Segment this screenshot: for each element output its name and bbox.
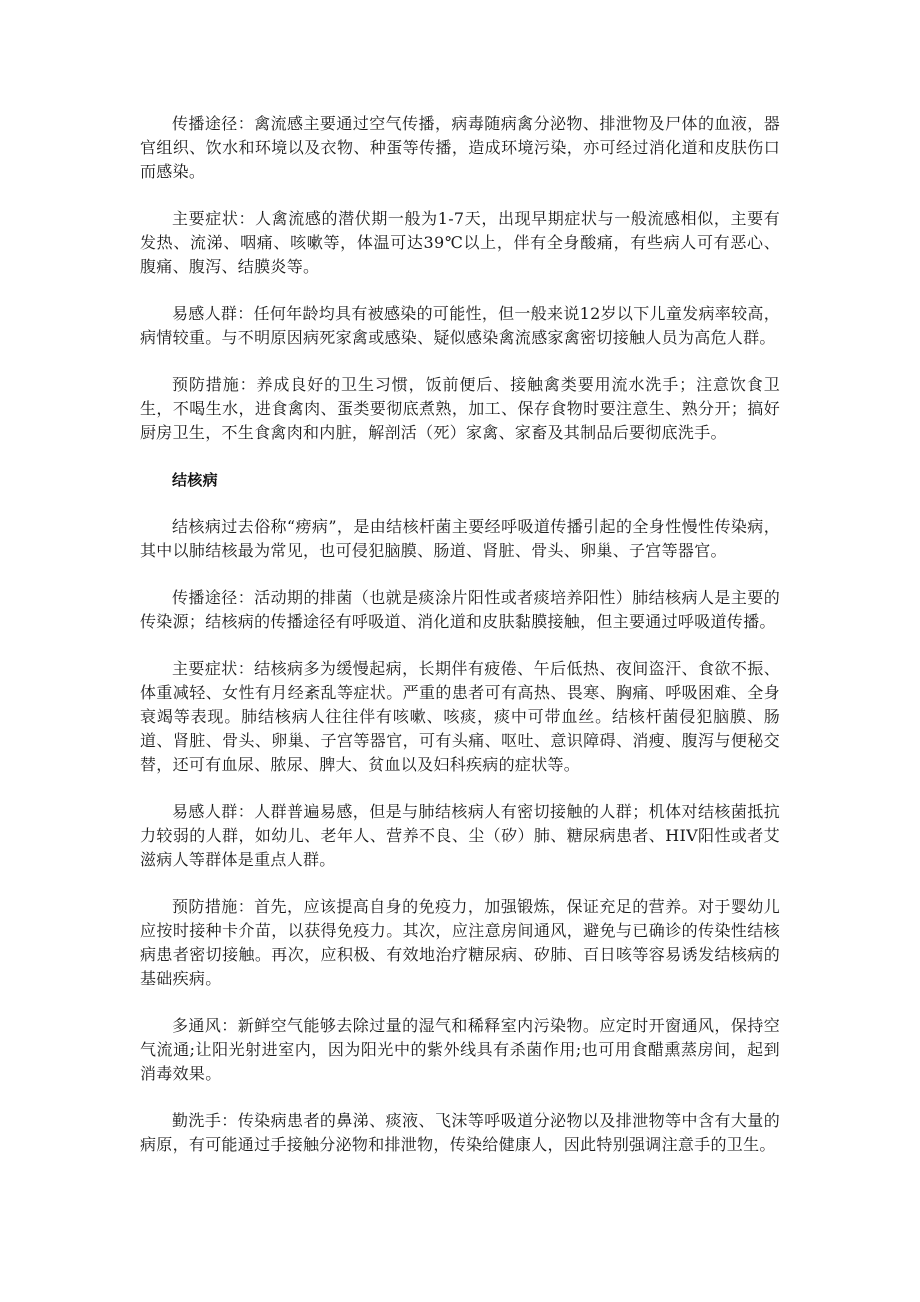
paragraph-bird-flu-transmission: 传播途径：禽流感主要通过空气传播，病毒随病禽分泌物、排泄物及尸体的血液，器官组织、饮水和环境以及衣物、种蛋等传播，造成环境污染，亦可经过消化道和皮肤伤口而感染。 xyxy=(140,114,780,181)
document-body xyxy=(140,112,780,1180)
paragraph-handwashing: 勤洗手：传染病患者的鼻涕、痰液、飞沫等呼吸道分泌物以及排泄物等中含有大量的病原，有可能通过手接触分泌物和排泄物，传染给健康人，因此特别强调注意手的卫生。 xyxy=(140,1111,780,1154)
paragraph-tb-symptoms: 主要症状：结核病多为缓慢起病，长期伴有疲倦、午后低热、夜间盗汗、食欲不振、体重减轻、女性有月经紊乱等症状。严重的患者可有高热、畏寒、胸痛、呼吸困难、全身衰竭等表现。肺结核病人往往伴有咳嗽、咳痰，痰中可带血丝。结核杆菌侵犯脑膜、肠道、肾脏、骨头、卵巢、子宫等器官，可有头痛、呕吐、意识障碍、消瘦、腹泻与便秘交替，还可有血尿、脓尿、脾大、贫血以及妇科疾病的症状等。 xyxy=(140,659,780,774)
section-heading-tuberculosis: 结核病 xyxy=(172,471,218,489)
paragraph-ventilation: 多通风：新鲜空气能够去除过量的湿气和稀释室内污染物。应定时开窗通风，保持空气流通;让阳光射进室内，因为阳光中的紫外线具有杀菌作用;也可用食醋熏蒸房间，起到消毒效果。 xyxy=(140,1016,780,1083)
paragraph-tb-prevention: 预防措施：首先，应该提高自身的免疫力，加强锻炼，保证充足的营养。对于婴幼儿应按时接种卡介苗，以获得免疫力。其次，应注意房间通风，避免与已确诊的传染性结核病患者密切接触。再次，应积极、有效地治疗糖尿病、矽肺、百日咳等容易诱发结核病的基础疾病。 xyxy=(140,897,780,988)
paragraph-bird-flu-susceptible: 易感人群：任何年龄均具有被感染的可能性，但一般来说12岁以下儿童发病率较高，病情较重。与不明原因病死家禽或感染、疑似感染禽流感家禽密切接触人员为高危人群。 xyxy=(140,304,780,347)
paragraph-bird-flu-prevention: 预防措施：养成良好的卫生习惯，饭前便后、接触禽类要用流水洗手；注意饮食卫生，不喝生水，进食禽肉、蛋类要彻底煮熟，加工、保存食物时要注意生、熟分开；搞好厨房卫生，不生食禽肉和内脏，解剖活（死）家禽、家畜及其制品后要彻底洗手。 xyxy=(140,375,780,442)
paragraph-tb-susceptible: 易感人群：人群普遍易感，但是与肺结核病人有密切接触的人群；机体对结核菌抵抗力较弱的人群，如幼儿、老年人、营养不良、尘（矽）肺、糖尿病患者、HIV阳性或者艾滋病人等群体是重点人群。 xyxy=(140,802,780,869)
paragraph-tb-intro: 结核病过去俗称“痨病”，是由结核杆菌主要经呼吸道传播引起的全身性慢性传染病，其中以肺结核最为常见，也可侵犯脑膜、肠道、肾脏、骨头、卵巢、子宫等器官。 xyxy=(140,517,780,560)
paragraph-bird-flu-symptoms: 主要症状：人禽流感的潜伏期一般为1-7天，出现早期症状与一般流感相似，主要有发热、流涕、咽痛、咳嗽等，体温可达39℃以上，伴有全身酸痛，有些病人可有恶心、腹痛、腹泻、结膜炎等。 xyxy=(140,209,780,276)
paragraph-tb-transmission: 传播途径：活动期的排菌（也就是痰涂片阳性或者痰培养阳性）肺结核病人是主要的传染源；结核病的传播途径有呼吸道、消化道和皮肤黏膜接触，但主要通过呼吸道传播。 xyxy=(140,588,780,631)
